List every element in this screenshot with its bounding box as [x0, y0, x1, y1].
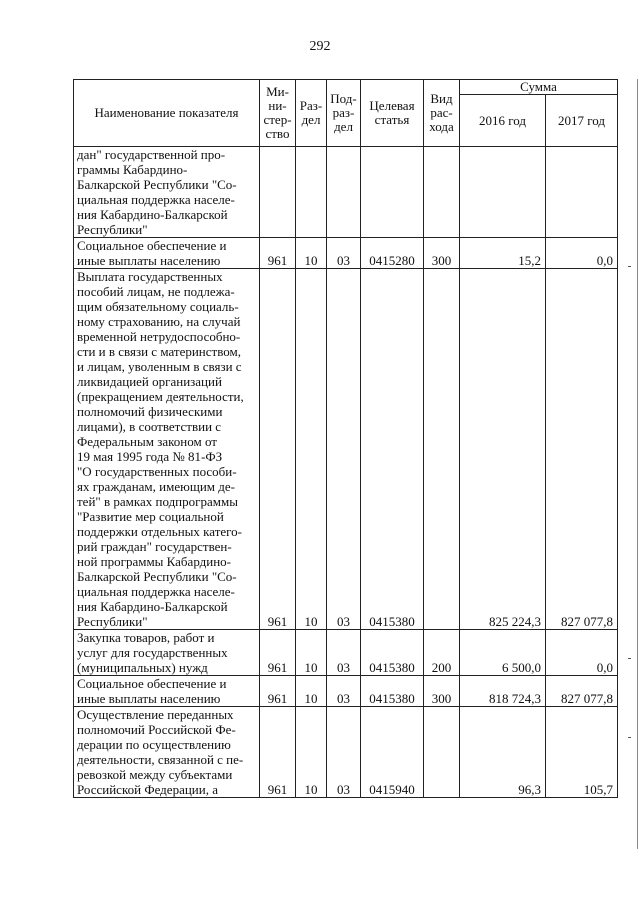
row-name-line: иные выплаты населению	[77, 253, 221, 268]
row-name-line: лицами), в соответствии с	[77, 419, 222, 434]
cell-section: 10	[296, 269, 327, 630]
cell-expense: 200	[424, 630, 460, 676]
cell-target	[361, 147, 424, 238]
cell-y2016: 825 224,3	[460, 269, 546, 630]
header-ministry-line: Ми-	[266, 84, 289, 99]
row-name-line: циальная поддержка населе-	[77, 584, 235, 599]
header-target-line: статья	[374, 112, 410, 127]
page-number: 292	[309, 39, 331, 54]
scan-edge	[637, 79, 638, 849]
table-row	[74, 707, 618, 798]
cell-subsection: 03	[327, 238, 361, 269]
cell-ministry: 961	[260, 238, 296, 269]
cell-y2017	[546, 147, 618, 238]
row-name-line: иные выплаты населению	[77, 691, 221, 706]
header-expense-line: Вид	[430, 91, 453, 106]
row-name-line: Республики"	[77, 222, 148, 237]
row-name-line: поддержки отдельных катего-	[77, 524, 243, 539]
cell-subsection: 03	[327, 676, 361, 707]
cell-y2017: 827 077,8	[546, 269, 618, 630]
row-name	[74, 238, 260, 269]
cell-y2016: 96,3	[460, 707, 546, 798]
row-name	[74, 147, 260, 238]
row-name-line: рий граждан" государствен-	[77, 539, 232, 554]
cell-section: 10	[296, 676, 327, 707]
row-name	[74, 707, 260, 798]
cell-expense	[424, 147, 460, 238]
table-row	[74, 630, 618, 676]
row-name-line: (муниципальных) нужд	[77, 660, 208, 675]
cell-y2017: 0,0	[546, 630, 618, 676]
scan-mark	[628, 737, 631, 738]
row-name-line: ях гражданам, имеющим де-	[77, 479, 235, 494]
row-name-line: циальная поддержка населе-	[77, 192, 235, 207]
row-name-line: Балкарской Республики "Со-	[77, 569, 237, 584]
row-name	[74, 269, 260, 630]
row-name-line: пособий лицам, не подлежа-	[77, 284, 235, 299]
header-target	[361, 80, 424, 147]
row-name-line: Балкарской Республики "Со-	[77, 177, 237, 192]
row-name-line: дан" государственной про-	[77, 147, 226, 162]
header-expense-line: хода	[429, 119, 454, 134]
cell-target: 0415380	[361, 269, 424, 630]
header-section-line: Раз-	[299, 98, 323, 113]
row-name-line: граммы Кабардино-	[77, 162, 188, 177]
cell-ministry: 961	[260, 676, 296, 707]
row-name-line: 19 мая 1995 года № 81-ФЗ	[77, 449, 223, 464]
row-name-line: ния Кабардино-Балкарской	[77, 599, 228, 614]
header-name: Наименование показателя	[74, 80, 260, 147]
header-expense-line: рас-	[430, 105, 453, 120]
header-section-line: дел	[301, 112, 321, 127]
cell-section: 10	[296, 238, 327, 269]
row-name-line: дерации по осуществлению	[77, 737, 231, 752]
cell-y2017: 0,0	[546, 238, 618, 269]
row-name-line: Российской Федерации, а	[77, 782, 218, 797]
row-name-line: Закупка товаров, работ и	[77, 630, 215, 645]
row-name-line: (прекращением деятельности,	[77, 389, 244, 404]
cell-expense	[424, 707, 460, 798]
row-name-line: "Развитие мер социальной	[77, 509, 224, 524]
row-name-line: ной программы Кабардино-	[77, 554, 232, 569]
row-name-line: ния Кабардино-Балкарской	[77, 207, 228, 222]
table-row	[74, 238, 618, 269]
header-2017: 2017 год	[546, 95, 618, 147]
budget-table	[73, 79, 618, 798]
header-subsection-line: дел	[334, 119, 353, 134]
row-name-line: "О государственных пособи-	[77, 464, 237, 479]
header-subsection-line: Под-	[330, 91, 357, 106]
row-name-line: сти и в связи с материнством,	[77, 344, 241, 359]
header-section	[296, 80, 327, 147]
row-name-line: Осуществление переданных	[77, 707, 234, 722]
cell-y2017: 105,7	[546, 707, 618, 798]
cell-subsection: 03	[327, 630, 361, 676]
cell-subsection: 03	[327, 707, 361, 798]
cell-ministry: 961	[260, 269, 296, 630]
row-name-line: деятельности, связанной с пе-	[77, 752, 244, 767]
cell-ministry: 961	[260, 630, 296, 676]
cell-subsection: 03	[327, 269, 361, 630]
row-name-line: Выплата государственных	[77, 269, 223, 284]
cell-y2016	[460, 147, 546, 238]
cell-section: 10	[296, 707, 327, 798]
table-row	[74, 676, 618, 707]
header-ministry-line: стер-	[263, 112, 292, 127]
row-name-line: ревозкой между субъектами	[77, 767, 233, 782]
cell-section	[296, 147, 327, 238]
cell-target: 0415380	[361, 630, 424, 676]
header-expense	[424, 80, 460, 147]
header-2016: 2016 год	[460, 95, 546, 147]
row-name-line: щим обязательному социаль-	[77, 299, 239, 314]
row-name-line: временной нетрудоспособно-	[77, 329, 241, 344]
cell-target: 0415940	[361, 707, 424, 798]
cell-expense: 300	[424, 238, 460, 269]
cell-section: 10	[296, 630, 327, 676]
row-name	[74, 676, 260, 707]
row-name-line: тей" в рамках подпрограммы	[77, 494, 238, 509]
header-subsection	[327, 80, 361, 147]
scan-mark	[628, 658, 631, 659]
cell-expense	[424, 269, 460, 630]
header-ministry-line: ни-	[268, 98, 287, 113]
cell-ministry: 961	[260, 707, 296, 798]
row-name-line: и лицам, уволенным в связи с	[77, 359, 242, 374]
table-body	[74, 147, 618, 798]
row-name-line: полномочий физическими	[77, 404, 223, 419]
header-sum: Сумма	[460, 80, 618, 95]
cell-y2016: 15,2	[460, 238, 546, 269]
header-subsection-line: раз-	[332, 105, 355, 120]
row-name-line: Социальное обеспечение и	[77, 238, 227, 253]
row-name	[74, 630, 260, 676]
row-name-line: ному страхованию, на случай	[77, 314, 241, 329]
row-name-line: Федеральным законом от	[77, 434, 217, 449]
header-target-line: Целевая	[369, 98, 415, 113]
budget-table-wrap	[73, 79, 618, 798]
row-name-line: услуг для государственных	[77, 645, 228, 660]
scan-mark	[628, 266, 631, 267]
cell-target: 0415380	[361, 676, 424, 707]
cell-ministry	[260, 147, 296, 238]
row-name-line: полномочий Российской Фе-	[77, 722, 236, 737]
cell-subsection	[327, 147, 361, 238]
cell-y2016: 6 500,0	[460, 630, 546, 676]
row-name-line: Социальное обеспечение и	[77, 676, 227, 691]
row-name-line: ликвидацией организаций	[77, 374, 222, 389]
header-ministry-line: ство	[265, 126, 290, 141]
row-name-line: Республики"	[77, 614, 148, 629]
table-row	[74, 269, 618, 630]
header-ministry	[260, 80, 296, 147]
cell-expense: 300	[424, 676, 460, 707]
cell-target: 0415280	[361, 238, 424, 269]
table-row	[74, 147, 618, 238]
cell-y2017: 827 077,8	[546, 676, 618, 707]
cell-y2016: 818 724,3	[460, 676, 546, 707]
